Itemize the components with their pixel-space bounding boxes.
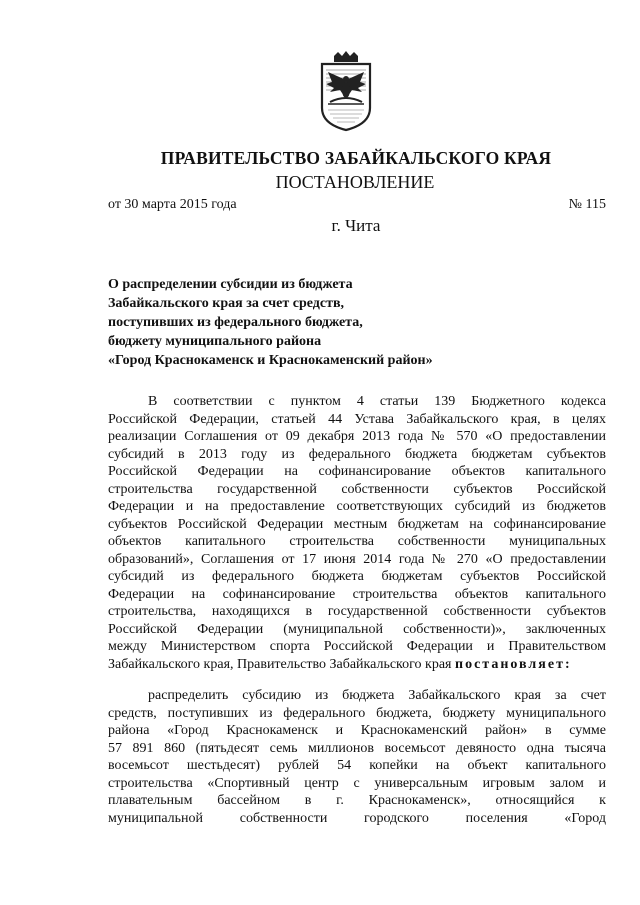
body-line: муниципальной собственности городского поселения «Город (108, 810, 606, 826)
body-line: Российской Федерации (муниципальной собственности)», заключенных (108, 621, 606, 637)
subject-line: Забайкальского края за счет средств, (108, 296, 345, 311)
subject-line: поступивших из федерального бюджета, (108, 315, 363, 330)
body-line-text: Забайкальского края, Правительство Забайкальского края (108, 656, 452, 672)
body-line: субсидий из федерального бюджета бюджетам субъектов Российской (108, 569, 606, 584)
body-line: Российской Федерации на софинансирование объектов капитального (108, 464, 606, 479)
body-line: распределить субсидию из бюджета Забайкальского края за счет (148, 688, 606, 703)
body-line: средств, поступивших из федерального бюджета, бюджету муниципального (108, 705, 606, 721)
coat-of-arms-icon (314, 50, 378, 134)
body-line: образований», Соглашения от 17 июня 2014 года № 270 «О предоставлении (108, 551, 606, 567)
body-line: 57 891 860 (пятьдесят семь миллионов восемьсот девяносто одна тысяча (108, 740, 606, 756)
document-body (108, 393, 606, 827)
document-type: ПОСТАНОВЛЕНИЕ (275, 172, 435, 192)
paragraph-resolution (108, 687, 606, 827)
body-line-final (108, 656, 606, 674)
body-line: восемьсот шестьдесят) рублей 54 копейки на объект капитального (108, 758, 606, 773)
document-number: № 115 (568, 197, 606, 212)
government-title: ПРАВИТЕЛЬСТВО ЗАБАЙКАЛЬСКОГО КРАЯ (160, 148, 552, 168)
body-line: района «Город Краснокаменск и Краснокаменский район» в сумме (108, 723, 606, 738)
body-line: субъектов Российской Федерации местным бюджетам на софинансирование (108, 516, 606, 532)
body-line: Федерации и на предоставление соответствующих субсидий из бюджетов (108, 499, 606, 514)
body-line: строительства государственной собственности субъектов Российской (108, 481, 606, 497)
body-line: Федерации на софинансирование строительства объектов капитального (108, 586, 606, 602)
body-line: объектов капитального строительства собственности муниципальных (108, 534, 606, 549)
body-line: Российской Федерации, статьей 44 Устава Забайкальского края, в целях (108, 411, 606, 427)
body-line: строительства, находящихся в государственной собственности субъектов (108, 604, 606, 619)
body-line: реализации Соглашения от 09 декабря 2013 года № 570 «О предоставлении (108, 429, 606, 444)
subject-line: О распределении субсидии из бюджета (108, 277, 353, 292)
document-city: г. Чита (331, 216, 381, 235)
document-subject (108, 275, 528, 370)
body-line: между Министерством спорта Российской Федерации и Правительством (108, 639, 606, 654)
document-date: от 30 марта 2015 года (108, 197, 237, 212)
subject-line: «Город Краснокаменск и Краснокаменский район» (108, 353, 433, 368)
body-line: плавательным бассейном в г. Краснокаменск», относящийся к (108, 793, 606, 808)
body-line: В соответствии с пунктом 4 статьи 139 Бюджетного кодекса (148, 394, 606, 409)
body-line: строительства «Спортивный центр с универсальным игровым залом и (108, 775, 606, 791)
paragraph-preamble (108, 393, 606, 673)
resolution-keyword: постановляет: (455, 656, 572, 672)
body-line: субсидий в 2013 году из федерального бюджета бюджетам субъектов (108, 446, 606, 462)
subject-line: бюджету муниципального района (108, 334, 322, 349)
